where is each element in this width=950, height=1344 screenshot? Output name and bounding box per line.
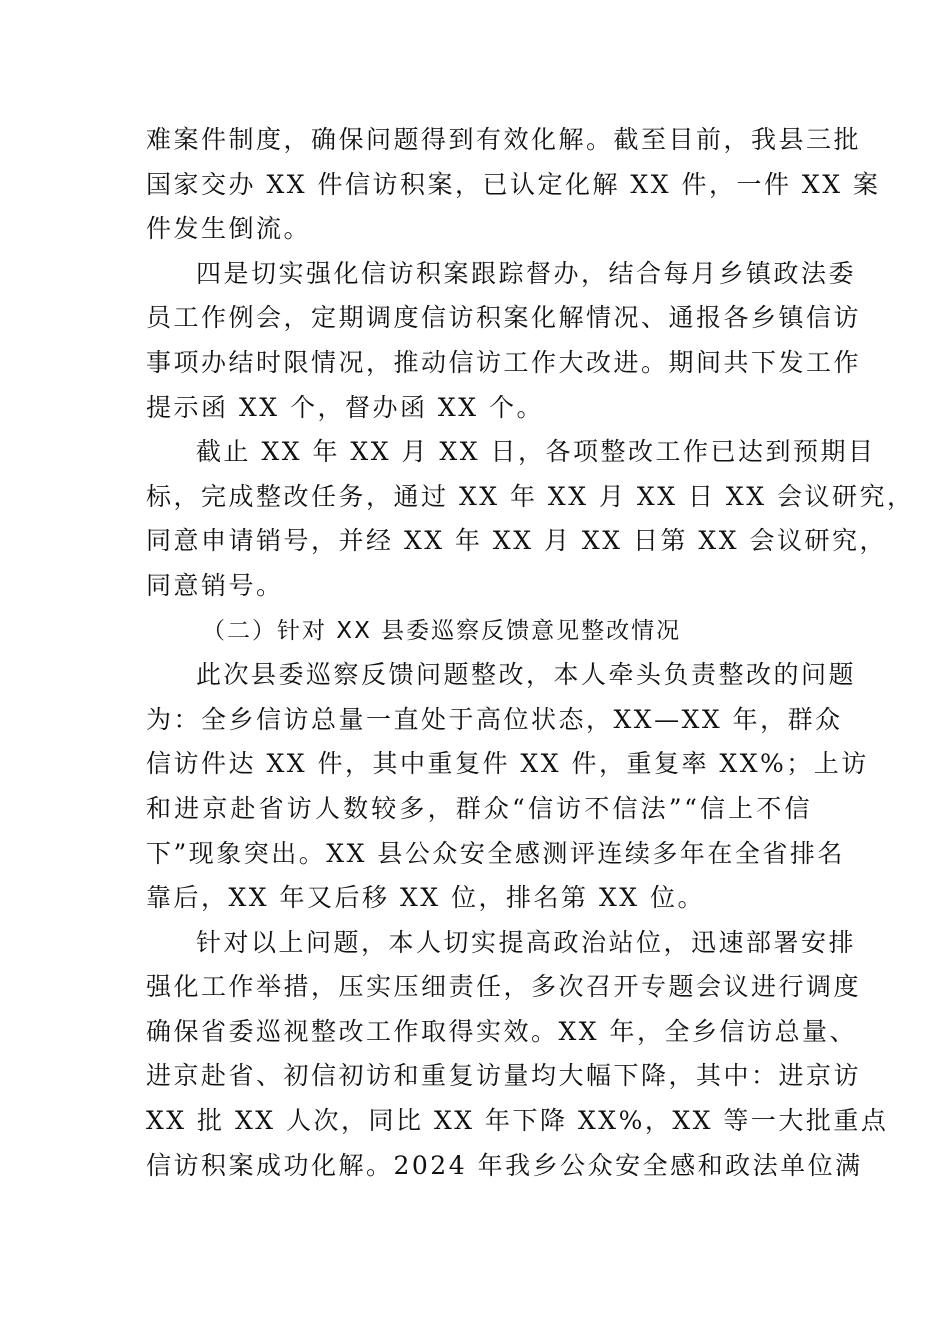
text-line: 难案件制度，确保问题得到有效化解。截至目前，我县三批 bbox=[146, 125, 862, 154]
text-line: 同意销号。 bbox=[146, 570, 284, 600]
text-line: 四是切实强化信访积案跟踪督办，结合每月乡镇政法委 bbox=[196, 258, 857, 288]
text-line: 针对以上问题，本人切实提高政治站位，迅速部署安排 bbox=[196, 927, 857, 957]
text-line: 进京赴省、初信初访和重复访量均大幅下降，其中：进京访 bbox=[146, 1061, 862, 1091]
section-heading: （二）针对 XX 县委巡察反馈意见整改情况 bbox=[202, 617, 682, 644]
text-line: 靠后，XX 年又后移 XX 位，排名第 XX 位。 bbox=[146, 883, 706, 913]
paragraph-2 bbox=[146, 252, 862, 430]
paragraph-1 bbox=[146, 118, 881, 252]
paragraph-4 bbox=[146, 653, 869, 921]
text-line: 事项办结时限情况，推动信访工作大改进。期间共下发工作 bbox=[146, 347, 862, 377]
text-line: 此次县委巡察反馈问题整改，本人牵头负责整改的问题 bbox=[196, 660, 857, 690]
text-line: 确保省委巡视整改工作取得实效。XX 年，全乡信访总量、 bbox=[146, 1016, 858, 1046]
text-line: 标，完成整改任务，通过 XX 年 XX 月 XX 日 XX 会议研究， bbox=[146, 481, 915, 511]
text-line: 下”现象突出。XX 县公众安全感测评连续多年在全省排名 bbox=[146, 838, 845, 868]
text-line: 和进京赴省访人数较多，群众“信访不信法”“信上不信 bbox=[146, 793, 812, 823]
text-line: 强化工作举措，压实压细责任，多次召开专题会议进行调度 bbox=[146, 972, 862, 1002]
document-body bbox=[146, 118, 915, 1188]
paragraph-5 bbox=[146, 921, 889, 1189]
text-line: 为：全乡信访总量一直处于高位状态，XX—XX 年，群众 bbox=[146, 704, 843, 734]
text-line: 国家交办 XX 件信访积案，已认定化解 XX 件，一件 XX 案 bbox=[146, 169, 881, 199]
text-line: 截止 XX 年 XX 月 XX 日，各项整改工作已达到预期目 bbox=[196, 437, 876, 467]
paragraph-3 bbox=[146, 430, 915, 608]
text-line: XX 批 XX 人次，同比 XX 年下降 XX%，XX 等一大批重点 bbox=[146, 1106, 889, 1136]
text-line: 信访件达 XX 件，其中重复件 XX 件，重复率 XX%；上访 bbox=[146, 749, 869, 779]
text-line: 同意申请销号，并经 XX 年 XX 月 XX 日第 XX 会议研究， bbox=[146, 526, 887, 556]
text-line: 提示函 XX 个，督办函 XX 个。 bbox=[146, 392, 544, 422]
text-line: 信访积案成功化解。2024 年我乡公众安全感和政法单位满 bbox=[146, 1150, 863, 1180]
text-line: 件发生倒流。 bbox=[146, 214, 312, 244]
text-line: 员工作例会，定期调度信访积案化解情况、通报各乡镇信访 bbox=[146, 303, 862, 333]
